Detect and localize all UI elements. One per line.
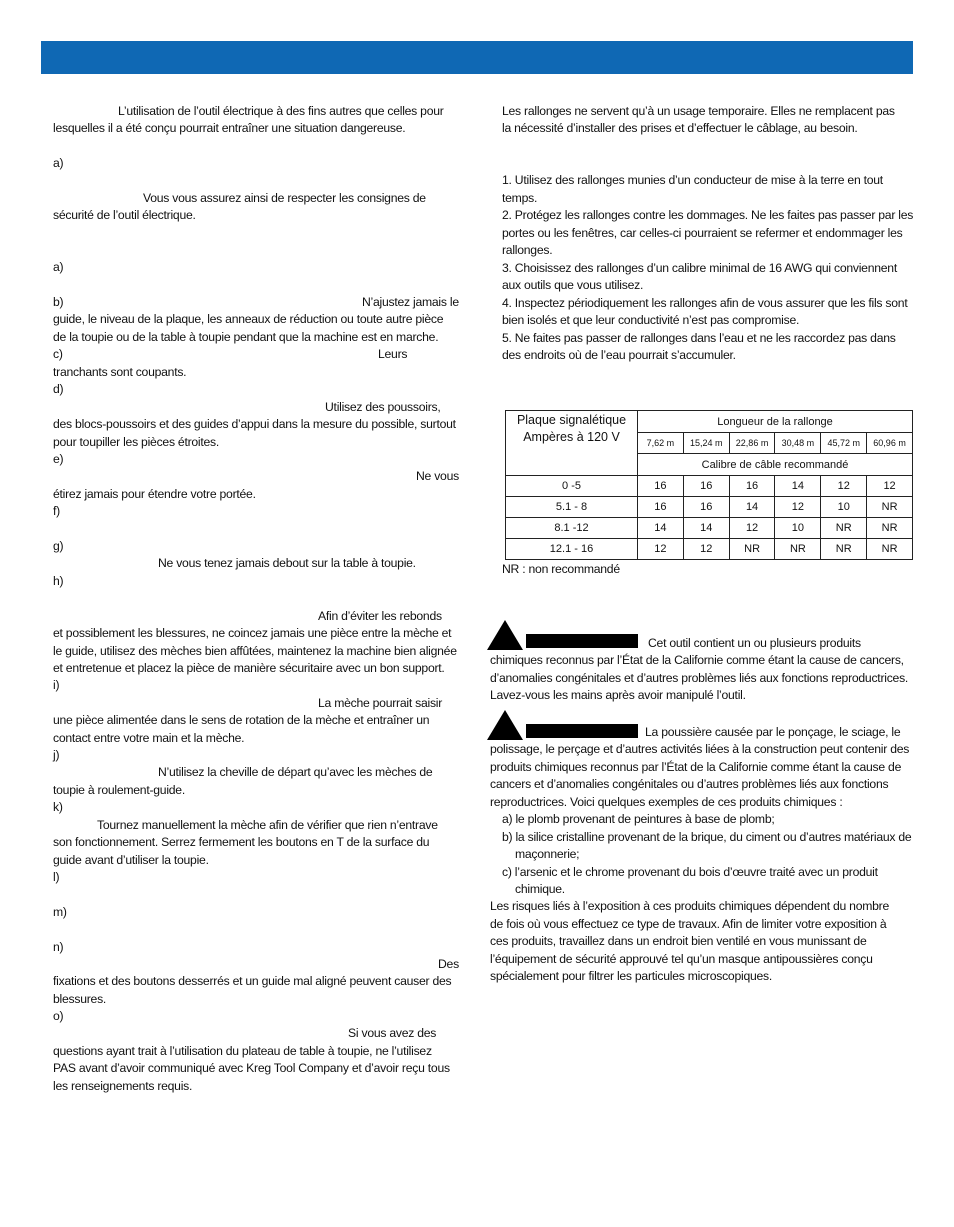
item-k-marker: k) — [53, 800, 63, 814]
item-j-line-2: toupie à roulement-guide. — [53, 783, 185, 797]
gauge-cell: NR — [867, 518, 913, 539]
warning-triangle-icon — [487, 620, 523, 650]
item-e-line-1: Ne vous — [416, 469, 459, 483]
item-c-line-1: Leurs — [378, 347, 408, 361]
item-c-marker: c) — [53, 347, 63, 361]
gauge-cell: NR — [867, 539, 913, 560]
gauge-cell: 14 — [683, 518, 729, 539]
intro-line-2: lesquelles il a été conçu pourrait entraîner une situation dangereuse. — [53, 121, 406, 135]
length-header: Longueur de la rallonge — [638, 411, 913, 433]
item-o-line-4: les renseignements requis. — [53, 1079, 193, 1093]
rule-5: 5. Ne faites pas passer de rallonges dans l’eau et ne les raccordez pas dans des endroits où de l’eau pourrait s’accumuler. — [502, 330, 896, 362]
rule-2: 2. Protégez les rallonges contre les dommages. Ne les faites pas passer par les portes ou les fenêtres, car celles-ci pourraient se refermer et endommager les rallonges. — [502, 208, 914, 257]
item-a-line-1: Vous vous assurez ainsi de respecter les consignes de — [143, 191, 426, 205]
gauge-header: Calibre de câble recommandé — [638, 454, 913, 476]
rule-3: 3. Choisissez des rallonges d’un calibre minimal de 16 AWG qui conviennent aux outils que vous utilisez. — [502, 260, 897, 292]
gauge-cell: 12 — [729, 518, 775, 539]
chemical-list — [502, 811, 912, 899]
item-g-marker: g) — [53, 539, 64, 553]
gauge-cell: NR — [729, 539, 775, 560]
table-row — [506, 539, 913, 560]
item-j-line-1: N’utilisez la cheville de départ qu’avec les mèches de — [158, 765, 433, 779]
exposure-risk-paragraph: Les risques liés à l’exposition à ces produits chimiques dépendent du nombre de fois où vous effectuez ce type de travaux. Afin de limiter votre exposition à ces produits, travaillez dans un endroit bien ventilé en vous munissant de l’équipement de sécurité approuvé tel qu’un masque antipoussières conçu spécialement pour filtrer les particules microscopiques. — [490, 899, 890, 983]
gauge-cell: NR — [821, 539, 867, 560]
item-i-line-1: La mèche pourrait saisir — [318, 696, 443, 710]
item-a-line-2: sécurité de l’outil électrique. — [53, 208, 196, 222]
extension-note-line-1: Les rallonges ne servent qu’à un usage temporaire. Elles ne remplacent pas — [502, 104, 895, 118]
item-f-marker: f) — [53, 504, 60, 518]
item-a-marker: a) — [53, 156, 64, 170]
warning-1-line-1: Cet outil contient un ou plusieurs produits — [648, 636, 861, 650]
item-d-line-1: Utilisez des poussoirs, — [325, 400, 441, 414]
item-b-marker: b) — [53, 295, 64, 309]
gauge-cell: 16 — [638, 497, 684, 518]
chemical-item: b) la silice cristalline provenant de la brique, du ciment ou d’autres matériaux de maçonnerie; — [502, 829, 912, 861]
item-d-line-2: des blocs-poussoirs et des guides d’appui dans la mesure du possible, surtout — [53, 417, 456, 431]
item-b-line-1: N’ajustez jamais le — [362, 295, 459, 309]
gauge-cell: NR — [821, 518, 867, 539]
gauge-cell: 14 — [638, 518, 684, 539]
item-l-marker: l) — [53, 870, 60, 884]
item-i-marker: i) — [53, 678, 60, 692]
warning-1-body: chimiques reconnus par l’État de la Californie comme étant la cause de cancers, d’anomalies congénitales et d’autres problèmes liés aux fonctions reproductrices. Lavez-vous les mains après avoir manipulé l’outil. — [490, 653, 909, 702]
length-cell: 30,48 m — [775, 433, 821, 454]
header-bar — [41, 41, 913, 74]
item-o-line-2: questions ayant trait à l’utilisation du plateau de table à toupie, ne l’utilisez — [53, 1044, 432, 1058]
gauge-cell: 12 — [638, 539, 684, 560]
extension-note-line-2: la nécessité d’installer des prises et d’effectuer le câblage, au besoin. — [502, 121, 858, 135]
extension-cord-table — [505, 410, 913, 560]
gauge-cell: 14 — [729, 497, 775, 518]
item-h-line-4: et entretenue et placez la pièce de manière sécuritaire avec un bon support. — [53, 661, 445, 675]
warning-label-bar — [526, 634, 638, 648]
extension-rules — [502, 172, 914, 365]
item-m-marker: m) — [53, 905, 67, 919]
item-h-line-3: le guide, utilisez des mèches bien affûtées, maintenez la machine bien alignée — [53, 644, 457, 658]
item-k-line-3: guide avant d’utiliser la toupie. — [53, 853, 209, 867]
amps-cell: 8.1 -12 — [506, 518, 638, 539]
table-row — [506, 497, 913, 518]
item-o-line-1: Si vous avez des — [348, 1026, 437, 1040]
item-i-line-3: contact entre votre main et la mèche. — [53, 731, 245, 745]
length-cell: 15,24 m — [683, 433, 729, 454]
item-b-line-2: guide, le niveau de la plaque, les anneaux de réduction ou toute autre pièce — [53, 312, 444, 326]
item-g-line-1: Ne vous tenez jamais debout sur la table à toupie. — [158, 556, 416, 570]
item-e-marker: e) — [53, 452, 64, 466]
rule-1: 1. Utilisez des rallonges munies d’un conducteur de mise à la terre en tout temps. — [502, 173, 883, 205]
item-n-line-2: fixations et des boutons desserrés et un guide mal aligné peuvent causer des — [53, 974, 452, 988]
length-cell: 60,96 m — [867, 433, 913, 454]
warning-2-line-1: La poussière causée par le ponçage, le sciage, le — [645, 725, 901, 739]
warning-2-body: polissage, le perçage et d’autres activités liées à la construction peut contenir des produits chimiques reconnus par l’État de la Californie comme étant la cause de cancers et d’anomalies congénitales ou d’autres problèmes liés aux fonctions reproductrices. Voici quelques exemples de ces produits chimiques : — [490, 742, 910, 809]
item-n-marker: n) — [53, 940, 64, 954]
table-row — [506, 518, 913, 539]
amperage-header: Plaque signalétique Ampères à 120 V — [506, 411, 638, 476]
item-e-line-2: étirez jamais pour étendre votre portée. — [53, 487, 256, 501]
warning-triangle-icon — [487, 710, 523, 740]
gauge-cell: 12 — [821, 476, 867, 497]
item-a2-marker: a) — [53, 260, 64, 274]
item-o-marker: o) — [53, 1009, 64, 1023]
gauge-cell: NR — [867, 497, 913, 518]
item-d-marker: d) — [53, 382, 64, 396]
gauge-cell: 10 — [821, 497, 867, 518]
gauge-cell: 10 — [775, 518, 821, 539]
item-k-line-2: son fonctionnement. Serrez fermement les boutons en T de la surface du — [53, 835, 430, 849]
item-h-line-1: Afin d’éviter les rebonds — [318, 609, 442, 623]
item-k-line-1: Tournez manuellement la mèche afin de vérifier que rien n’entrave — [97, 818, 438, 832]
item-i-line-2: une pièce alimentée dans le sens de rotation de la mèche et entraîner un — [53, 713, 430, 727]
length-cell: 7,62 m — [638, 433, 684, 454]
gauge-cell: 14 — [775, 476, 821, 497]
item-j-marker: j) — [53, 748, 60, 762]
chemical-item: c) l’arsenic et le chrome provenant du bois d’œuvre traité avec un produit chimique. — [502, 864, 878, 896]
item-b-line-3: de la toupie ou de la table à toupie pendant que la machine est en marche. — [53, 330, 439, 344]
rule-4: 4. Inspectez périodiquement les rallonges afin de vous assurer que les fils sont bien isolés et que leur conductivité n’est pas compromise. — [502, 295, 908, 327]
gauge-cell: 12 — [867, 476, 913, 497]
amps-cell: 0 -5 — [506, 476, 638, 497]
gauge-cell: 16 — [683, 497, 729, 518]
table-row — [506, 476, 913, 497]
chemical-item: a) le plomb provenant de peintures à base de plomb; — [502, 812, 775, 826]
item-h-marker: h) — [53, 574, 64, 588]
item-d-line-3: pour toupiller les pièces étroites. — [53, 435, 220, 449]
amps-cell: 12.1 - 16 — [506, 539, 638, 560]
gauge-cell: 16 — [683, 476, 729, 497]
gauge-cell: 16 — [729, 476, 775, 497]
item-n-line-1: Des — [438, 957, 459, 971]
nr-note: NR : non recommandé — [502, 562, 620, 576]
warning-label-bar — [526, 724, 638, 738]
item-h-line-2: et possiblement les blessures, ne coincez jamais une pièce entre la mèche et — [53, 626, 452, 640]
gauge-cell: NR — [775, 539, 821, 560]
length-cell: 45,72 m — [821, 433, 867, 454]
item-c-line-2: tranchants sont coupants. — [53, 365, 187, 379]
gauge-cell: 16 — [638, 476, 684, 497]
item-o-line-3: PAS avant d’avoir communiqué avec Kreg Tool Company et d’avoir reçu tous — [53, 1061, 450, 1075]
item-n-line-3: blessures. — [53, 992, 107, 1006]
length-cell: 22,86 m — [729, 433, 775, 454]
intro-line-1: L’utilisation de l’outil électrique à des fins autres que celles pour — [118, 104, 444, 118]
amps-cell: 5.1 - 8 — [506, 497, 638, 518]
gauge-cell: 12 — [683, 539, 729, 560]
gauge-cell: 12 — [775, 497, 821, 518]
